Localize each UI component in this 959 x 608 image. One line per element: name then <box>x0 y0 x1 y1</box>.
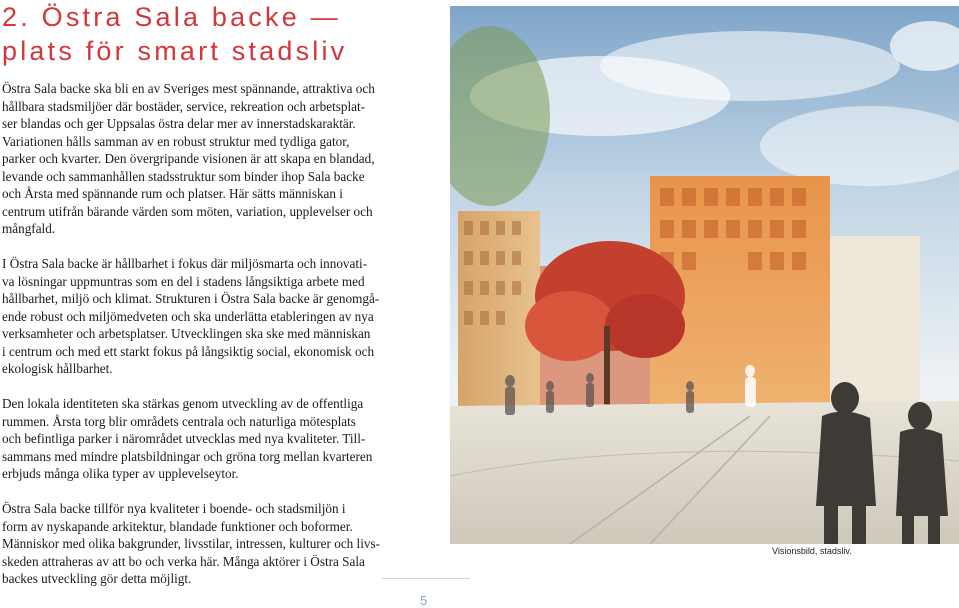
text-line: I Östra Sala backe är hållbarhet i fokus där miljösmarta och innovati- <box>2 256 368 271</box>
vision-image <box>450 6 959 544</box>
body-paragraph <box>2 80 410 238</box>
text-line: Östra Sala backe tillför nya kvaliteter i boende- och stadsmiljön i <box>2 501 346 516</box>
text-line: hållbara stadsmiljöer där bostäder, service, rekreation och arbetsplat- <box>2 98 366 114</box>
page-title-line-2: plats för smart stadsliv <box>2 36 348 66</box>
text-line: ekologisk hållbarhet. <box>2 361 113 376</box>
body-paragraph <box>2 395 410 483</box>
text-line: Människor med olika bakgrunder, livsstilar, intressen, kulturer och livs- <box>2 536 381 551</box>
text-line: sammans med mindre platsbildningar och gröna torg mellan kvarteren <box>2 448 373 464</box>
text-line: va lösningar uppmuntras som en del i stadens långsiktiga arbete med <box>2 273 365 289</box>
text-line: parker och kvarter. Den övergripande visionen är att skapa en blandad, <box>2 151 375 166</box>
text-line: form av nyskapande arkitektur, blandade funktioner och boformer. <box>2 518 353 534</box>
text-line: mångfald. <box>2 221 56 236</box>
text-line: skeden attraheras av att bo och verka här. Många aktörer i Östra Sala <box>2 553 365 569</box>
text-line: Den lokala identiteten ska stärkas genom utveckling av de offentliga <box>2 396 364 411</box>
body-paragraph <box>2 255 410 378</box>
figure-caption: Visionsbild, stadsliv. <box>772 546 852 556</box>
text-line: Östra Sala backe ska bli en av Sveriges mest spännande, attraktiva och <box>2 81 375 96</box>
text-line: ser blandas och ger Uppsalas östra delar mer av innerstadskaraktär. <box>2 116 356 131</box>
text-line: Variationen hålls samman av en robust struktur med tydliga gator, <box>2 133 350 149</box>
page-number: 5 <box>420 593 428 608</box>
text-line: och Årsta med spännande rum och platser. Här sätts människan i <box>2 186 343 201</box>
text-line: i centrum och med ett starkt fokus på långsiktig social, ekonomisk och <box>2 343 375 359</box>
text-line: backes utveckling gör detta möjligt. <box>2 571 192 586</box>
text-line: centrum utifrån bärande värden som möten, variation, upplevelser och <box>2 203 373 219</box>
body-paragraph <box>2 500 410 588</box>
body-text <box>2 80 410 605</box>
text-line: levande och sammanhållen stadsstruktur som binder ihop Sala backe <box>2 168 365 184</box>
text-line: och befintliga parker i närområdet utvecklas med nya kvaliteter. Till- <box>2 431 366 446</box>
page-title <box>2 0 442 68</box>
text-line: rummen. Årsta torg blir områdets centrala och naturliga mötesplats <box>2 413 356 429</box>
text-line: hållbarhet, miljö och klimat. Strukturen i Östra Sala backe är genomgå- <box>2 291 380 306</box>
text-line: verksamheter och arbetsplatser. Utvecklingen ska ske med människan <box>2 326 371 341</box>
text-line: ende robust och miljömedveten och ska underlätta etableringen av nya <box>2 308 374 324</box>
footer-divider <box>382 578 470 579</box>
text-line: erbjuds många olika typer av upplevelseytor. <box>2 466 239 481</box>
page-title-line-1: 2. Östra Sala backe — <box>2 2 341 32</box>
